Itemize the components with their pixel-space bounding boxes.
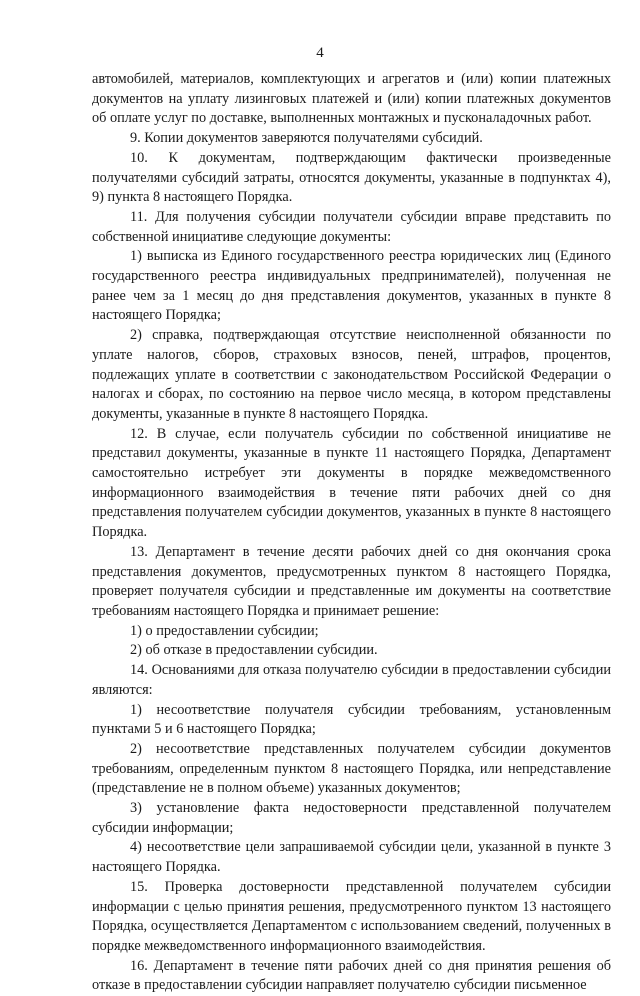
paragraph-16: 16. Департамент в течение пяти рабочих дней со дня принятия решения об отказе в предоставлении субсидии направляет получателю субсидии письменное [92,957,611,994]
paragraph-14: 14. Основаниями для отказа получателю субсидии в предоставлении субсидии являются: [92,662,611,698]
paragraph-14-item-2: 2) несоответствие представленных получателем субсидии документов требованиям, определенным пунктом 8 настоящего Порядка, или непредставление (представление не в полном объеме) указанных документов; [92,740,611,797]
paragraph-11-item-2: 2) справка, подтверждающая отсутствие неисполненной обязанности по уплате налогов, сборов, страховых взносов, пеней, штрафов, процентов, подлежащих уплате в соответствии с законодательством Российской Федерации о налогах и сборах, по состоянию на первое число месяца, в котором представлены документы, указанные в пункте 8 настоящего Порядка. [92,327,611,422]
paragraph-14-item-4: 4) несоответствие цели запрашиваемой субсидии цели, указанной в пункте 3 настоящего Порядка. [92,839,611,876]
paragraph-14-item-3: 3) установление факта недостоверности представленной получателем субсидии информации; [92,800,611,836]
paragraph-12: 12. В случае, если получатель субсидии по собственной инициативе не представил документы, указанные в пункте 11 настоящего Порядка, Департамент самостоятельно истребует эти документы в порядке межведомственного информационного взаимодействия в течение пяти рабочих дней со дня представления получателем субсидии документов, указанных в пункте 8 настоящего Порядка. [92,425,611,541]
paragraph-11: 11. Для получения субсидии получатели субсидии вправе представить по собственной инициативе следующие документы: [92,208,611,245]
paragraph-15: 15. Проверка достоверности представленной получателем субсидии информации с целью принятия решения, предусмотренного пунктом 13 настоящего Порядка, осуществляется Департаментом с использованием сведений, полученных в порядке межведомственного информационного взаимодействия. [92,878,611,954]
page-number: 4 [316,45,324,61]
paragraph-13-item-1: 1) о предоставлении субсидии; [130,622,319,639]
paragraph-11-item-1: 1) выписка из Единого государственного реестра юридических лиц (Единого государственного реестра индивидуальных предпринимателей), полученная не ранее чем за 1 месяц до дня представления документов, указанных в пункте 8 настоящего Порядка; [92,248,611,324]
paragraph-continuation: автомобилей, материалов, комплектующих и агрегатов и (или) копии платежных документов на уплату лизинговых платежей и (или) копии платежных документов об оплате услуг по доставке, выполненных монтажных и пусконаладочных работ. [92,71,611,127]
paragraph-9: 9. Копии документов заверяются получателями субсидий. [130,130,483,147]
paragraph-10: 10. К документам, подтверждающим фактически произведенные получателями субсидий затраты, относятся документы, указанные в подпунктах 4), 9) пункта 8 настоящего Порядка. [92,149,611,206]
paragraph-14-item-1: 1) несоответствие получателя субсидии требованиям, установленным пунктами 5 и 6 настоящего Порядка; [92,701,611,738]
paragraph-13: 13. Департамент в течение десяти рабочих дней со дня окончания срока представления документов, предусмотренных пунктом 8 настоящего Порядка, проверяет получателя субсидии и представленные им документы на соответствие требованиям настоящего Порядка и принимает решение: [92,543,611,619]
document-body [92,70,611,996]
paragraph-13-item-2: 2) об отказе в предоставлении субсидии. [130,642,378,659]
